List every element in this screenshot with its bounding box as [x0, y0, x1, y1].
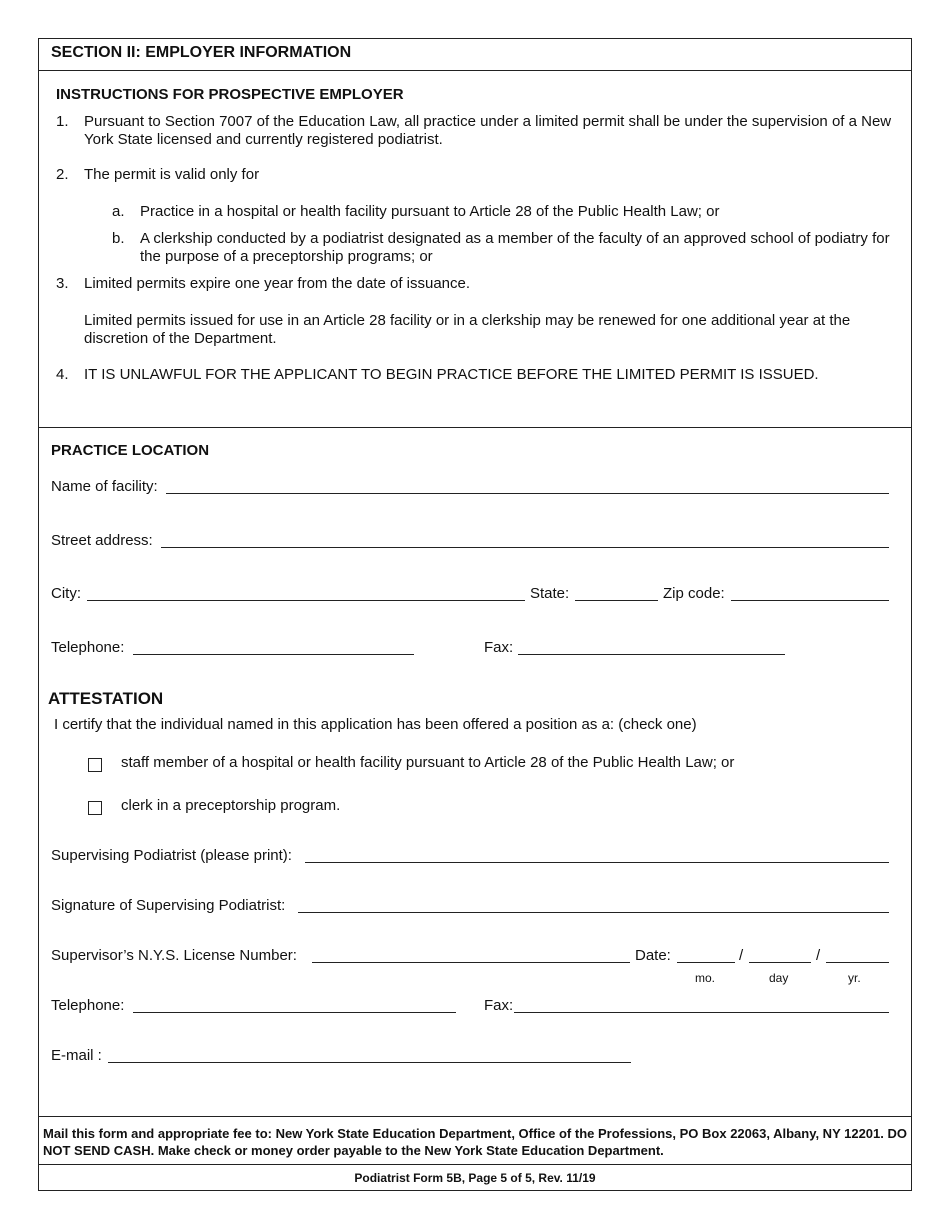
email-label: E-mail : — [51, 1047, 102, 1064]
date-year-caption: yr. — [848, 971, 861, 985]
attestation-statement: I certify that the individual named in this application has been offered a position as a: (check one) — [54, 716, 697, 733]
section-title: SECTION II: EMPLOYER INFORMATION — [51, 44, 352, 61]
instruction-3-note: Limited permits issued for use in an Article 28 facility or in a clerkship may be renewed for one additional year at the discretion of the Department. — [84, 312, 851, 347]
facility-field[interactable] — [166, 493, 889, 494]
form-identifier: Podiatrist Form 5B, Page 5 of 5, Rev. 11/19 — [354, 1171, 596, 1185]
section-divider — [38, 427, 912, 428]
instruction-4-text: IT IS UNLAWFUL FOR THE APPLICANT TO BEGIN PRACTICE BEFORE THE LIMITED PERMIT IS ISSUED. — [84, 366, 819, 383]
license-number-label: Supervisor’s N.Y.S. License Number: — [51, 947, 297, 964]
footer-divider — [38, 1164, 912, 1165]
facility-fax-label: Fax: — [484, 639, 514, 656]
instruction-1-text: Pursuant to Section 7007 of the Education Law, all practice under a limited permit shall be under the supervision of a New York State licensed and currently registered podiatrist. — [84, 113, 892, 148]
supervisor-fax-field[interactable] — [514, 1012, 889, 1013]
city-label: City: — [51, 585, 81, 602]
zip-label: Zip code: — [663, 585, 725, 602]
clerk-checkbox[interactable] — [88, 801, 102, 815]
date-day-caption: day — [769, 971, 789, 985]
subitem-a-text: Practice in a hospital or health facility pursuant to Article 28 of the Public Health Law; or — [140, 203, 720, 220]
subitem-letter: a. — [112, 203, 125, 220]
facility-label: Name of facility: — [51, 478, 158, 495]
footer-divider — [38, 1116, 912, 1117]
date-month-caption: mo. — [695, 971, 716, 985]
supervisor-print-label: Supervising Podiatrist (please print): — [51, 847, 292, 864]
section-divider — [38, 70, 912, 71]
facility-telephone-label: Telephone: — [51, 639, 125, 656]
staff-member-checkbox[interactable] — [88, 758, 102, 772]
facility-fax-field[interactable] — [518, 654, 785, 655]
zip-field[interactable] — [731, 600, 889, 601]
license-number-field[interactable] — [312, 962, 630, 963]
instructions-heading: INSTRUCTIONS FOR PROSPECTIVE EMPLOYER — [56, 86, 404, 103]
supervisor-telephone-label: Telephone: — [51, 997, 125, 1014]
supervisor-print-field[interactable] — [305, 862, 889, 863]
city-field[interactable] — [87, 600, 525, 601]
subitem-letter: b. — [112, 230, 125, 247]
date-separator: / — [739, 947, 744, 964]
date-label: Date: — [635, 947, 671, 964]
email-field[interactable] — [108, 1062, 631, 1063]
instruction-number: 4. — [56, 366, 69, 383]
date-year-field[interactable] — [826, 962, 889, 963]
instruction-number: 1. — [56, 113, 69, 130]
staff-member-option-label: staff member of a hospital or health facility pursuant to Article 28 of the Public Health Law; or — [121, 754, 735, 771]
date-month-field[interactable] — [677, 962, 735, 963]
subitem-b-text: A clerkship conducted by a podiatrist designated as a member of the faculty of an approved school of podiatry for the purpose of a preceptorship programs; or — [140, 230, 890, 265]
instruction-3-text: Limited permits expire one year from the date of issuance. — [84, 275, 471, 292]
facility-telephone-field[interactable] — [133, 654, 414, 655]
street-label: Street address: — [51, 532, 153, 549]
clerk-option-label: clerk in a preceptorship program. — [121, 797, 341, 814]
state-label: State: — [530, 585, 570, 602]
supervisor-signature-label: Signature of Supervising Podiatrist: — [51, 897, 286, 914]
attestation-heading: ATTESTATION — [48, 689, 164, 708]
practice-location-heading: PRACTICE LOCATION — [51, 442, 210, 459]
date-separator: / — [816, 947, 821, 964]
state-field[interactable] — [575, 600, 658, 601]
street-field[interactable] — [161, 547, 889, 548]
instruction-number: 3. — [56, 275, 69, 292]
instruction-2-text: The permit is valid only for — [84, 166, 260, 183]
supervisor-signature-field[interactable] — [298, 912, 889, 913]
supervisor-telephone-field[interactable] — [133, 1012, 456, 1013]
date-day-field[interactable] — [749, 962, 811, 963]
mailing-instructions: Mail this form and appropriate fee to: New York State Education Department, Office of the Professions, PO Box 22063, Albany, NY 12201. DO NOT SEND CASH. Make check or money order payable to the New York State Education Department. — [43, 1126, 907, 1158]
supervisor-fax-label: Fax: — [484, 997, 514, 1014]
instruction-number: 2. — [56, 166, 69, 183]
